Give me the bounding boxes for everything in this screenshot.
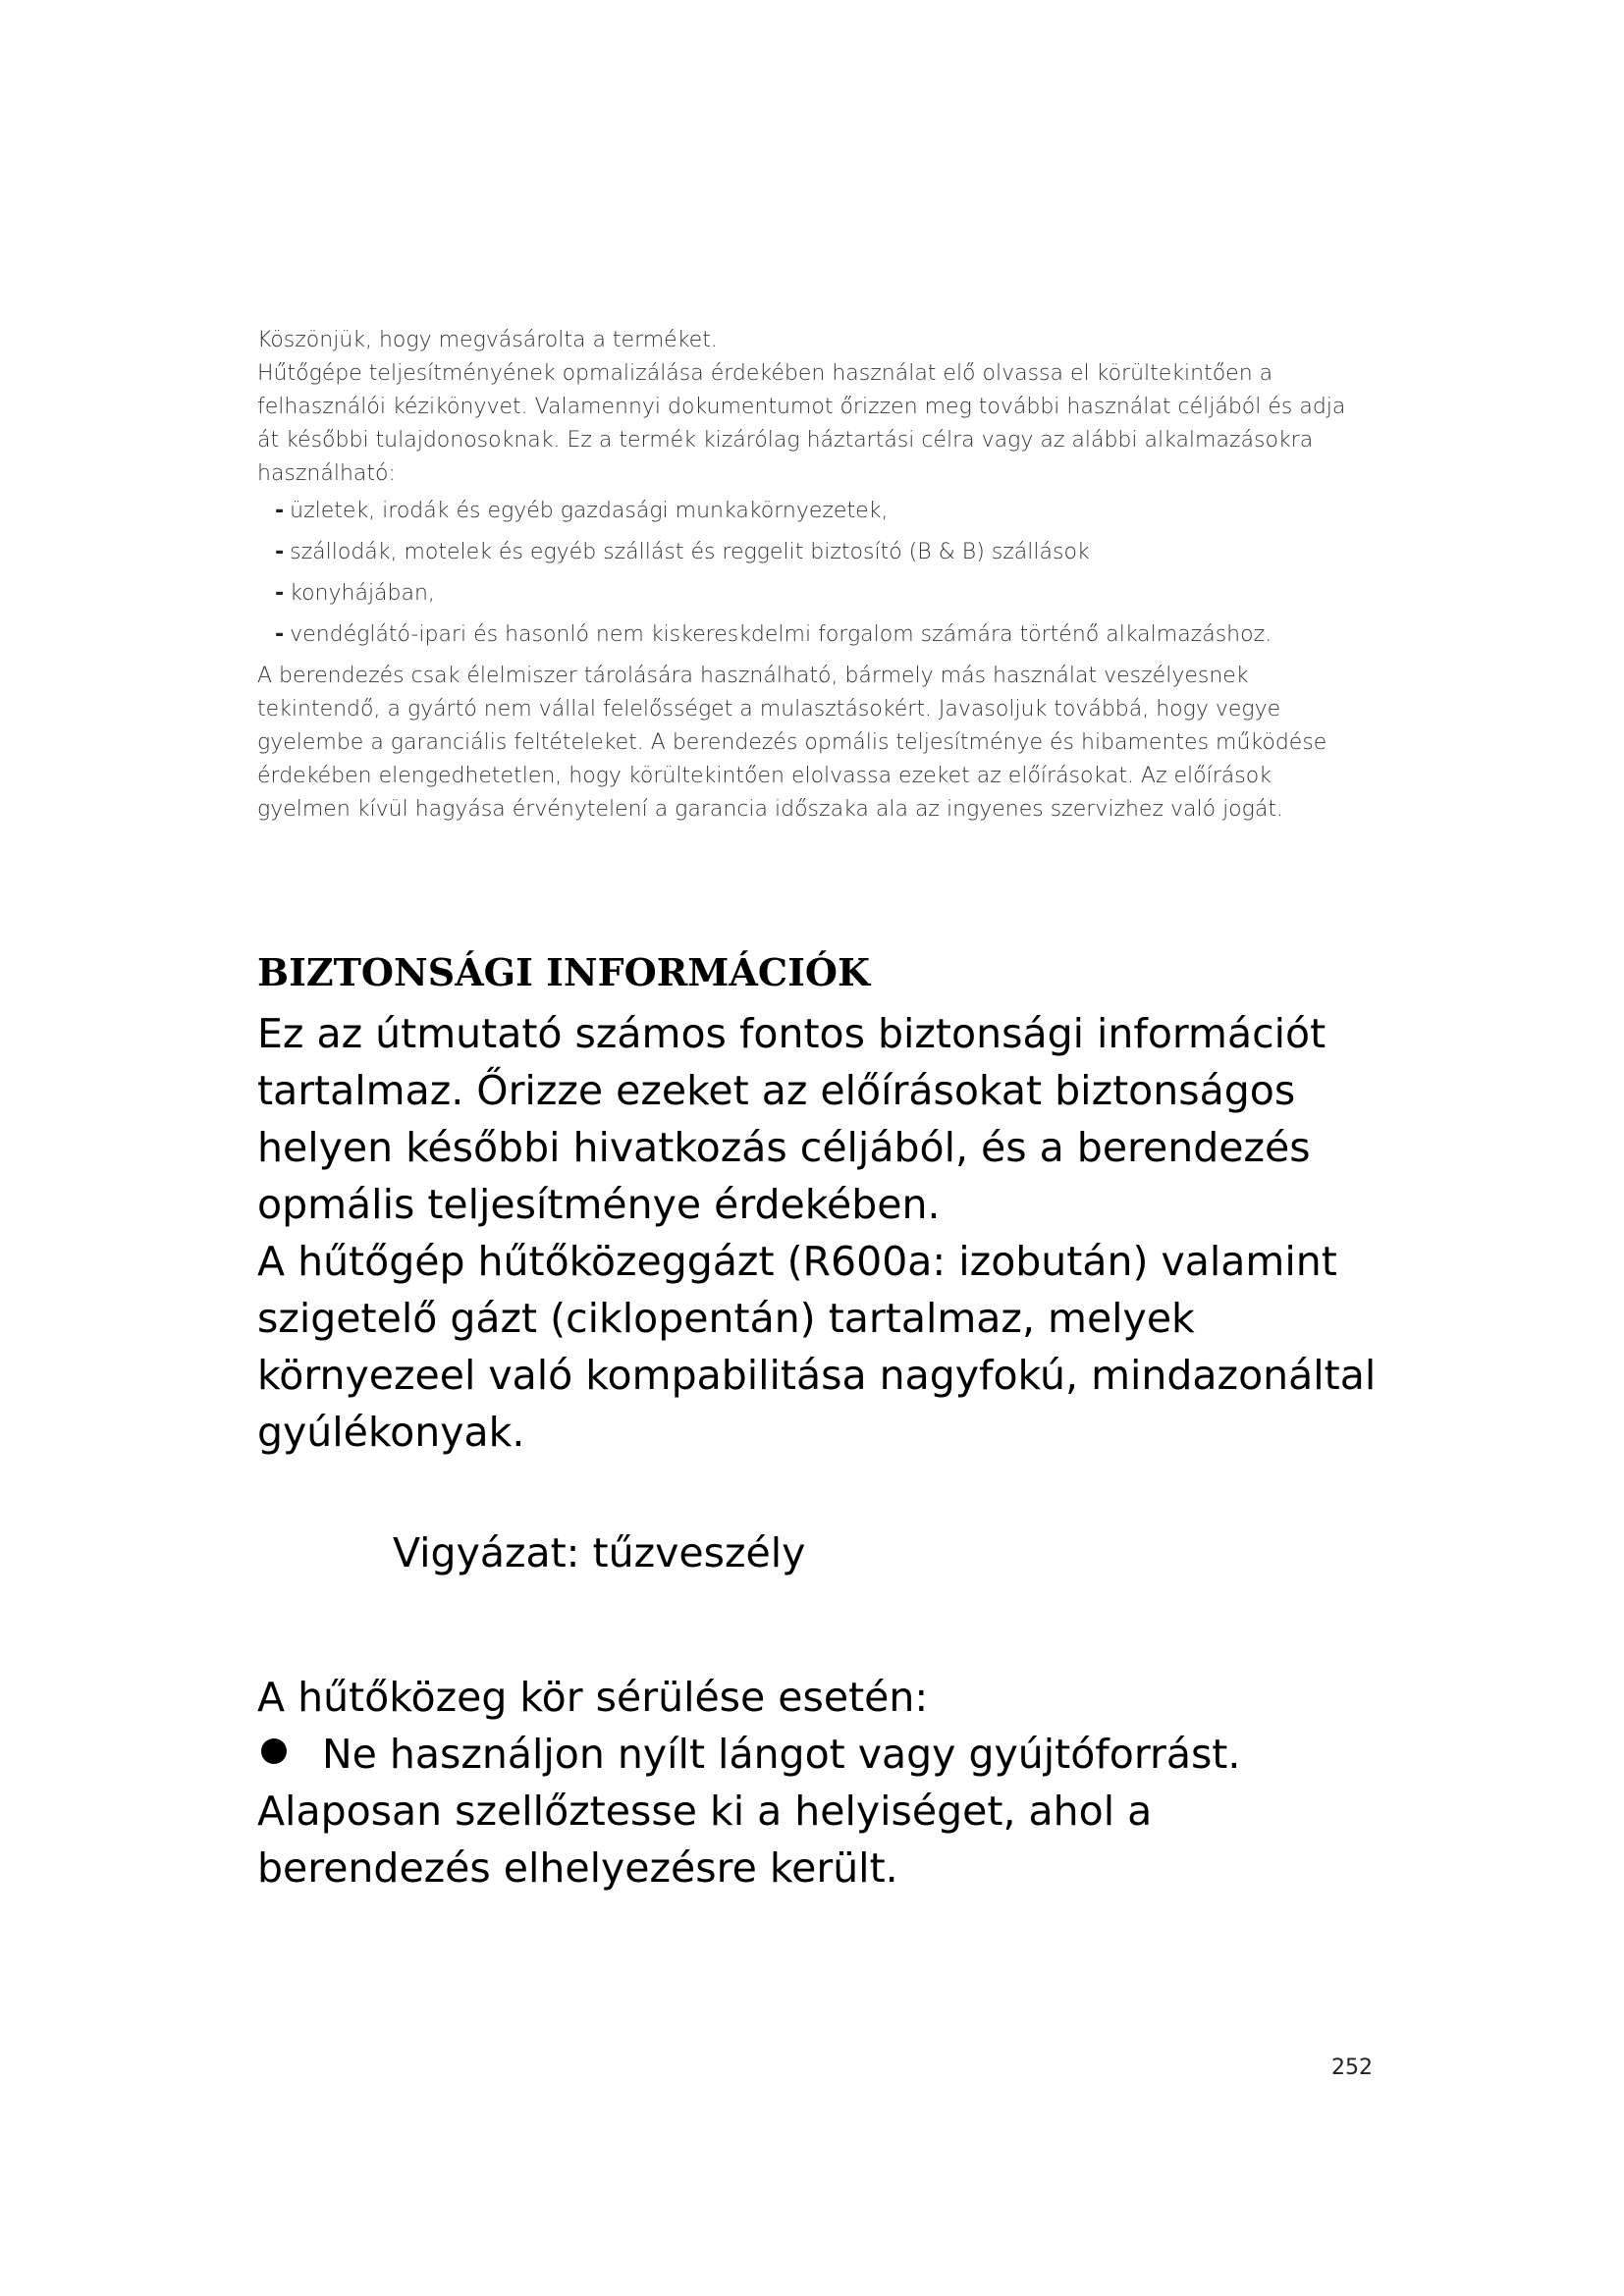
bullet-icon (261, 1738, 287, 1764)
usage-list (275, 495, 1357, 652)
list-item: - szállodák, motelek és egyéb szállást és reggelit biztosító (B & B) szállások (275, 540, 1090, 564)
bullet-text: Ne használjon nyílt lángot vagy gyújtóforrást. (322, 1731, 1241, 1778)
page-number: 252 (1331, 2056, 1373, 2080)
bullet-item (257, 1726, 1396, 1783)
list-item: - vendéglátó-ipari és hasonló nem kiskereskdelmi forgalom számára történő alkalmazáshoz. (275, 622, 1272, 647)
list-item: - üzletek, irodák és egyéb gazdasági munkakörnyezetek, (275, 499, 889, 523)
list-item: - konyhájában, (275, 581, 435, 606)
ventilate-text: Alaposan szellőztesse ki a helyiséget, ahol a berendezés elhelyezésre került. (257, 1788, 1153, 1892)
safety-section-2 (257, 1669, 1396, 1896)
fire-warning: Vigyázat: tűzveszély (393, 1529, 806, 1576)
damage-title: A hűtőközeg kör sérülése esetén: (257, 1674, 929, 1721)
intro-thanks: Köszönjük, hogy megvásárolta a terméket. (257, 328, 718, 352)
intro-closing: A berendezés csak élelmiszer tárolására használható, bármely más használat veszélyesnek tekintendő, a gyártó nem vállal felelősséget a mulasztásokért. Javasoljuk továbbá, hogy vegye gyelembe a garanciális feltételeket. A berendezés opmális teljesítménye és hibamentes működése érdekében elengedhetetlen, hogy körültekintően elolvassa ezeket az előírásokat. Az előírások gyelmen kívül hagyása érvénytelení a garancia időszaka ala az ingyenes szervizhez való jogát. (257, 664, 1327, 822)
safety-section-1 (257, 1005, 1396, 1461)
intro-instructions: Hűtőgépe teljesítményének opmalizálása érdekében használat elő olvassa el körültekintően a felhasználói kézikönyvet. Valamennyi dokumentumot őrizzen meg további használat céljából és adja át későbbi tulajdonosoknak. Ez a termék kizárólag háztartási célra vagy az alábbi alkalmazásokra használható: (257, 361, 1346, 486)
safety-heading: BIZTONSÁGI INFORMÁCIÓK (257, 950, 870, 994)
safety-para-2: A hűtőgép hűtőközeggázt (R600a: izobután) valamint szigetelő gázt (ciklopentán) tartalmaz, melyek környezeel való kompabilitása nagyfokú, mindazonáltal gyúlékonyak. (257, 1238, 1377, 1456)
safety-para-1: Ez az útmutató számos fontos biztonsági információt tartalmaz. Őrizze ezeket az előírásokat biztonságos helyen későbbi hivatkozás céljából, és a berendezés opmális teljesítménye érdekében. (257, 1010, 1326, 1228)
intro-text (257, 324, 1357, 827)
